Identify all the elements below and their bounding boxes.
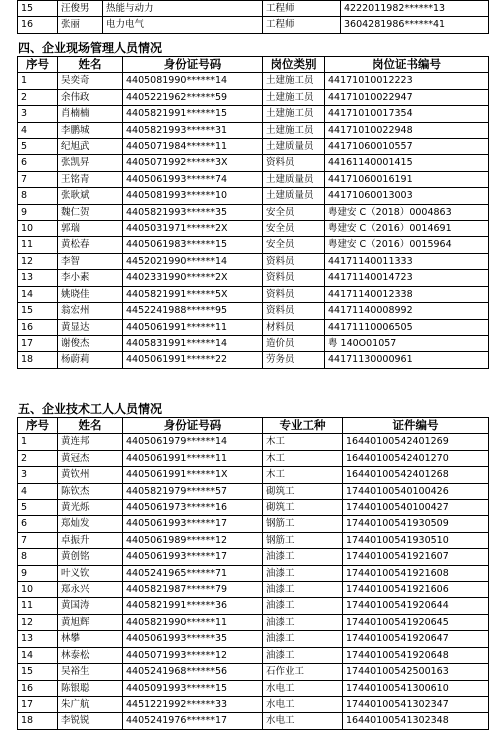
id-number-cell: 4405061993******17: [123, 516, 263, 532]
certificate-number-cell: 44171010022947: [325, 89, 489, 105]
row-number-cell: 16: [18, 319, 58, 335]
name-cell: 吴裕生: [58, 664, 123, 680]
category-cell: 砌筑工: [263, 483, 343, 499]
id-number-cell: 3604281986******41: [341, 17, 489, 33]
category-cell: 石作业工: [263, 664, 343, 680]
row-number-cell: 15: [18, 1, 58, 17]
category-cell: 木工: [263, 450, 343, 466]
certificate-number-cell: 粤建安 C（2016）0015964: [325, 237, 489, 253]
id-number-cell: 4405821991******5X: [123, 286, 263, 302]
name-cell: 肖楠楠: [58, 106, 123, 122]
row-number-cell: 5: [18, 139, 58, 155]
category-cell: 砌筑工: [263, 500, 343, 516]
major-cell: 热能与动力: [103, 1, 263, 17]
row-number-cell: 5: [18, 500, 58, 516]
certificate-number-cell: 粤建安 C（2016）0014691: [325, 221, 489, 237]
name-cell: 黄冠杰: [58, 450, 123, 466]
certificate-number-cell: 粤 140O01057: [325, 335, 489, 351]
row-number-cell: 9: [18, 565, 58, 581]
id-number-cell: 4405071984******11: [123, 139, 263, 155]
row-number-cell: 12: [18, 614, 58, 630]
table-row: [18, 696, 489, 712]
name-cell: 吴奕奇: [58, 73, 123, 89]
id-number-cell: 4405221962******59: [123, 89, 263, 105]
certificate-number-cell: 17440100540100427: [343, 500, 489, 516]
name-cell: 黄光烁: [58, 500, 123, 516]
certificate-number-cell: 44171010017354: [325, 106, 489, 122]
table-row: [18, 89, 489, 105]
name-cell: 张耿斌: [58, 188, 123, 204]
row-number-cell: 16: [18, 17, 58, 33]
category-cell: 钢筋工: [263, 532, 343, 548]
id-number-cell: 4405031971******2X: [123, 221, 263, 237]
table-row: [18, 188, 489, 204]
name-cell: 郑永兴: [58, 582, 123, 598]
id-number-cell: 4405241968******56: [123, 664, 263, 680]
top-continuation-table: [17, 0, 489, 34]
category-cell: 水电工: [263, 696, 343, 712]
row-number-cell: 2: [18, 450, 58, 466]
certificate-number-cell: 44171140011333: [325, 253, 489, 269]
row-number-cell: 4: [18, 122, 58, 138]
certificate-number-cell: 1644010054240126​9: [343, 434, 489, 450]
name-cell: 李智: [58, 253, 123, 269]
name-cell: 魏仁贺: [58, 204, 123, 220]
row-number-cell: 14: [18, 286, 58, 302]
id-number-cell: 4405061979******14: [123, 434, 263, 450]
category-cell: 油漆工: [263, 647, 343, 663]
row-number-cell: 15: [18, 303, 58, 319]
name-cell: 卓振升: [58, 532, 123, 548]
id-number-cell: 4405821991******15: [123, 106, 263, 122]
name-cell: 张丽: [58, 17, 103, 33]
column-header: 身份证号码: [123, 57, 263, 73]
certificate-number-cell: 17440100541920645: [343, 614, 489, 630]
major-cell: 电力电气: [103, 17, 263, 33]
id-number-cell: 4405831991******14: [123, 335, 263, 351]
column-header: 岗位证书编号: [325, 57, 489, 73]
name-cell: 张凯昇: [58, 155, 123, 171]
category-cell: 油漆工: [263, 582, 343, 598]
row-number-cell: 2: [18, 89, 58, 105]
section4-title: 四、企业现场管理人员情况: [18, 41, 163, 55]
certificate-number-cell: 16440100541302348: [343, 713, 489, 729]
certificate-number-cell: 16440100542401270: [343, 450, 489, 466]
table-row: [18, 335, 489, 351]
certificate-number-cell: 44171140014723: [325, 270, 489, 286]
name-cell: 余伟政: [58, 89, 123, 105]
row-number-cell: 16: [18, 680, 58, 696]
table-row: [18, 467, 489, 483]
row-number-cell: 1: [18, 73, 58, 89]
certificate-number-cell: 16440100542401268: [343, 467, 489, 483]
category-cell: 安全员: [263, 237, 325, 253]
name-cell: 翁宏州: [58, 303, 123, 319]
id-number-cell: 4405241976******17: [123, 713, 263, 729]
certificate-number-cell: 44171060010557: [325, 139, 489, 155]
category-cell: 土建施工员: [263, 73, 325, 89]
category-cell: 材料员: [263, 319, 325, 335]
id-number-cell: 4405061983******15: [123, 237, 263, 253]
id-number-cell: 4405061993******35: [123, 631, 263, 647]
id-number-cell: 4402331990******2X: [123, 270, 263, 286]
certificate-number-cell: 44171010022948: [325, 122, 489, 138]
category-cell: 土建质量员: [263, 139, 325, 155]
category-cell: 土建施工员: [263, 89, 325, 105]
row-number-cell: 10: [18, 582, 58, 598]
id-number-cell: 4405821993******31: [123, 122, 263, 138]
table-row: [18, 204, 489, 220]
certificate-number-cell: 17440100540100426: [343, 483, 489, 499]
name-cell: 林攀: [58, 631, 123, 647]
id-number-cell: 4405061991******1X: [123, 467, 263, 483]
category-cell: 油漆工: [263, 549, 343, 565]
table-row: [18, 500, 489, 516]
table-row: [18, 549, 489, 565]
table-row: [18, 450, 489, 466]
name-cell: 纪旭武: [58, 139, 123, 155]
row-number-cell: 13: [18, 631, 58, 647]
category-cell: 资料员: [263, 286, 325, 302]
category-cell: 土建质量员: [263, 188, 325, 204]
name-cell: 黄国涛: [58, 598, 123, 614]
name-cell: 陈银聪: [58, 680, 123, 696]
table-row: [18, 171, 489, 187]
certificate-number-cell: 17440100541920647: [343, 631, 489, 647]
table-row: [18, 303, 489, 319]
row-number-cell: 9: [18, 204, 58, 220]
table-row: [18, 237, 489, 253]
row-number-cell: 6: [18, 516, 58, 532]
id-number-cell: 4405081990******14: [123, 73, 263, 89]
id-number-cell: 4405061993******17: [123, 549, 263, 565]
name-cell: 陈钦杰: [58, 483, 123, 499]
category-cell: 土建施工员: [263, 106, 325, 122]
column-header: 序号: [18, 418, 58, 434]
category-cell: 造价员: [263, 335, 325, 351]
certificate-number-cell: 17440100541921606: [343, 582, 489, 598]
id-number-cell: 4405081993******10: [123, 188, 263, 204]
id-number-cell: 4452021990******14: [123, 253, 263, 269]
name-cell: 黄钦州: [58, 467, 123, 483]
table-row: [18, 598, 489, 614]
category-cell: 资料员: [263, 303, 325, 319]
certificate-number-cell: 17440100541300610: [343, 680, 489, 696]
table-header-row: [18, 418, 489, 434]
certificate-number-cell: 44171060013003: [325, 188, 489, 204]
id-number-cell: 4405241965******71: [123, 565, 263, 581]
row-number-cell: 18: [18, 713, 58, 729]
name-cell: 叶义钦: [58, 565, 123, 581]
column-header: 身份证号码: [123, 418, 263, 434]
name-cell: 李鹏城: [58, 122, 123, 138]
column-header: 专业工种: [263, 418, 343, 434]
row-number-cell: 4: [18, 483, 58, 499]
category-cell: 安全员: [263, 204, 325, 220]
category-cell: 土建施工员: [263, 122, 325, 138]
certificate-number-cell: 44161140001415: [325, 155, 489, 171]
row-number-cell: 14: [18, 647, 58, 663]
row-number-cell: 7: [18, 171, 58, 187]
table-row: [18, 582, 489, 598]
technical-workers-table: [17, 417, 489, 730]
column-header: 证件编号: [343, 418, 489, 434]
name-cell: 李锐锐: [58, 713, 123, 729]
category-cell: 油漆工: [263, 598, 343, 614]
category-cell: 资料员: [263, 270, 325, 286]
row-number-cell: 1: [18, 434, 58, 450]
row-number-cell: 11: [18, 237, 58, 253]
category-cell: 木工: [263, 434, 343, 450]
category-cell: 劳务员: [263, 352, 325, 368]
id-number-cell: 4405061991******22: [123, 352, 263, 368]
name-cell: 杨蔚莉: [58, 352, 123, 368]
id-number-cell: 4405091993******15: [123, 680, 263, 696]
table-row: [18, 565, 489, 581]
row-number-cell: 12: [18, 253, 58, 269]
name-cell: 谢俊杰: [58, 335, 123, 351]
row-number-cell: 17: [18, 696, 58, 712]
category-cell: 水电工: [263, 713, 343, 729]
table-row: [18, 253, 489, 269]
row-number-cell: 3: [18, 106, 58, 122]
row-number-cell: 18: [18, 352, 58, 368]
row-number-cell: 3: [18, 467, 58, 483]
name-cell: 汪俊男: [58, 1, 103, 17]
certificate-number-cell: 44171140008992: [325, 303, 489, 319]
id-number-cell: 4405061991******11: [123, 450, 263, 466]
id-number-cell: 4405061973******16: [123, 500, 263, 516]
id-number-cell: 4451221992******33: [123, 696, 263, 712]
row-number-cell: 10: [18, 221, 58, 237]
category-cell: 土建质量员: [263, 171, 325, 187]
table-row: [18, 122, 489, 138]
id-number-cell: 4405821991******36: [123, 598, 263, 614]
name-cell: 黄连邦: [58, 434, 123, 450]
table-row: [18, 1, 489, 17]
column-header: 序号: [18, 57, 58, 73]
row-number-cell: 7: [18, 532, 58, 548]
certificate-number-cell: 17440100541921608: [343, 565, 489, 581]
id-number-cell: 4452241988******95: [123, 303, 263, 319]
category-cell: 资料员: [263, 155, 325, 171]
certificate-number-cell: 44171130000961: [325, 352, 489, 368]
certificate-number-cell: 44171010012223: [325, 73, 489, 89]
table-header-row: [18, 57, 489, 73]
certificate-number-cell: 17440100541920648: [343, 647, 489, 663]
name-cell: 王铭青: [58, 171, 123, 187]
name-cell: 郭瑞: [58, 221, 123, 237]
table-row: [18, 139, 489, 155]
row-number-cell: 15: [18, 664, 58, 680]
name-cell: 李小素: [58, 270, 123, 286]
name-cell: 黄创铭: [58, 549, 123, 565]
certificate-number-cell: 17440100541920644: [343, 598, 489, 614]
category-cell: 资料员: [263, 253, 325, 269]
category-cell: 油漆工: [263, 565, 343, 581]
table-row: [18, 664, 489, 680]
id-number-cell: 4405071993******12: [123, 647, 263, 663]
name-cell: 朱广航: [58, 696, 123, 712]
row-number-cell: 6: [18, 155, 58, 171]
table-row: [18, 516, 489, 532]
certificate-number-cell: 17440100541930510: [343, 532, 489, 548]
id-number-cell: 4405061991******11: [123, 319, 263, 335]
category-cell: 油漆工: [263, 631, 343, 647]
name-cell: 郑灿发: [58, 516, 123, 532]
table-row: [18, 221, 489, 237]
row-number-cell: 13: [18, 270, 58, 286]
table-row: [18, 631, 489, 647]
category-cell: 水电工: [263, 680, 343, 696]
table-row: [18, 434, 489, 450]
id-number-cell: 4405821979******57: [123, 483, 263, 499]
id-number-cell: 4405061989******12: [123, 532, 263, 548]
certificate-number-cell: 44171140012338: [325, 286, 489, 302]
table-row: [18, 680, 489, 696]
certificate-number-cell: 17440100541921607: [343, 549, 489, 565]
certificate-number-cell: 17440100542500163: [343, 664, 489, 680]
name-cell: 姚晓佳: [58, 286, 123, 302]
certificate-number-cell: 44171060016191: [325, 171, 489, 187]
table-row: [18, 270, 489, 286]
name-cell: 林泰松: [58, 647, 123, 663]
name-cell: 黄旭辉: [58, 614, 123, 630]
category-cell: 钢筋工: [263, 516, 343, 532]
certificate-number-cell: 粤建安 C（2018）0004863: [325, 204, 489, 220]
certificate-number-cell: 17440100541302347: [343, 696, 489, 712]
name-cell: 黄松春: [58, 237, 123, 253]
title-cell: 工程师: [263, 17, 341, 33]
section5-title: 五、企业技术工人人员情况: [18, 402, 163, 416]
id-number-cell: 4405821993******35: [123, 204, 263, 220]
category-cell: 安全员: [263, 221, 325, 237]
column-header: 岗位类别: [263, 57, 325, 73]
table-row: [18, 713, 489, 729]
table-row: [18, 155, 489, 171]
category-cell: 木工: [263, 467, 343, 483]
table-row: [18, 17, 489, 33]
certificate-number-cell: 17440100541930509: [343, 516, 489, 532]
name-cell: 黄显达: [58, 319, 123, 335]
table-row: [18, 319, 489, 335]
category-cell: 油漆工: [263, 614, 343, 630]
table-row: [18, 614, 489, 630]
certificate-number-cell: 44171110006505: [325, 319, 489, 335]
row-number-cell: 8: [18, 549, 58, 565]
title-cell: 工程师: [263, 1, 341, 17]
id-number-cell: 4405061993******74: [123, 171, 263, 187]
table-row: [18, 286, 489, 302]
column-header: 姓名: [58, 57, 123, 73]
column-header: 姓名: [58, 418, 123, 434]
id-number-cell: 4405821987******79: [123, 582, 263, 598]
table-row: [18, 106, 489, 122]
table-row: [18, 352, 489, 368]
table-row: [18, 483, 489, 499]
id-number-cell: 4222011982******13: [341, 1, 489, 17]
id-number-cell: 4405821990******11: [123, 614, 263, 630]
id-number-cell: 4405071992******3X: [123, 155, 263, 171]
table-row: [18, 532, 489, 548]
table-row: [18, 73, 489, 89]
management-staff-table: [17, 56, 489, 369]
row-number-cell: 17: [18, 335, 58, 351]
table-row: [18, 647, 489, 663]
row-number-cell: 11: [18, 598, 58, 614]
row-number-cell: 8: [18, 188, 58, 204]
